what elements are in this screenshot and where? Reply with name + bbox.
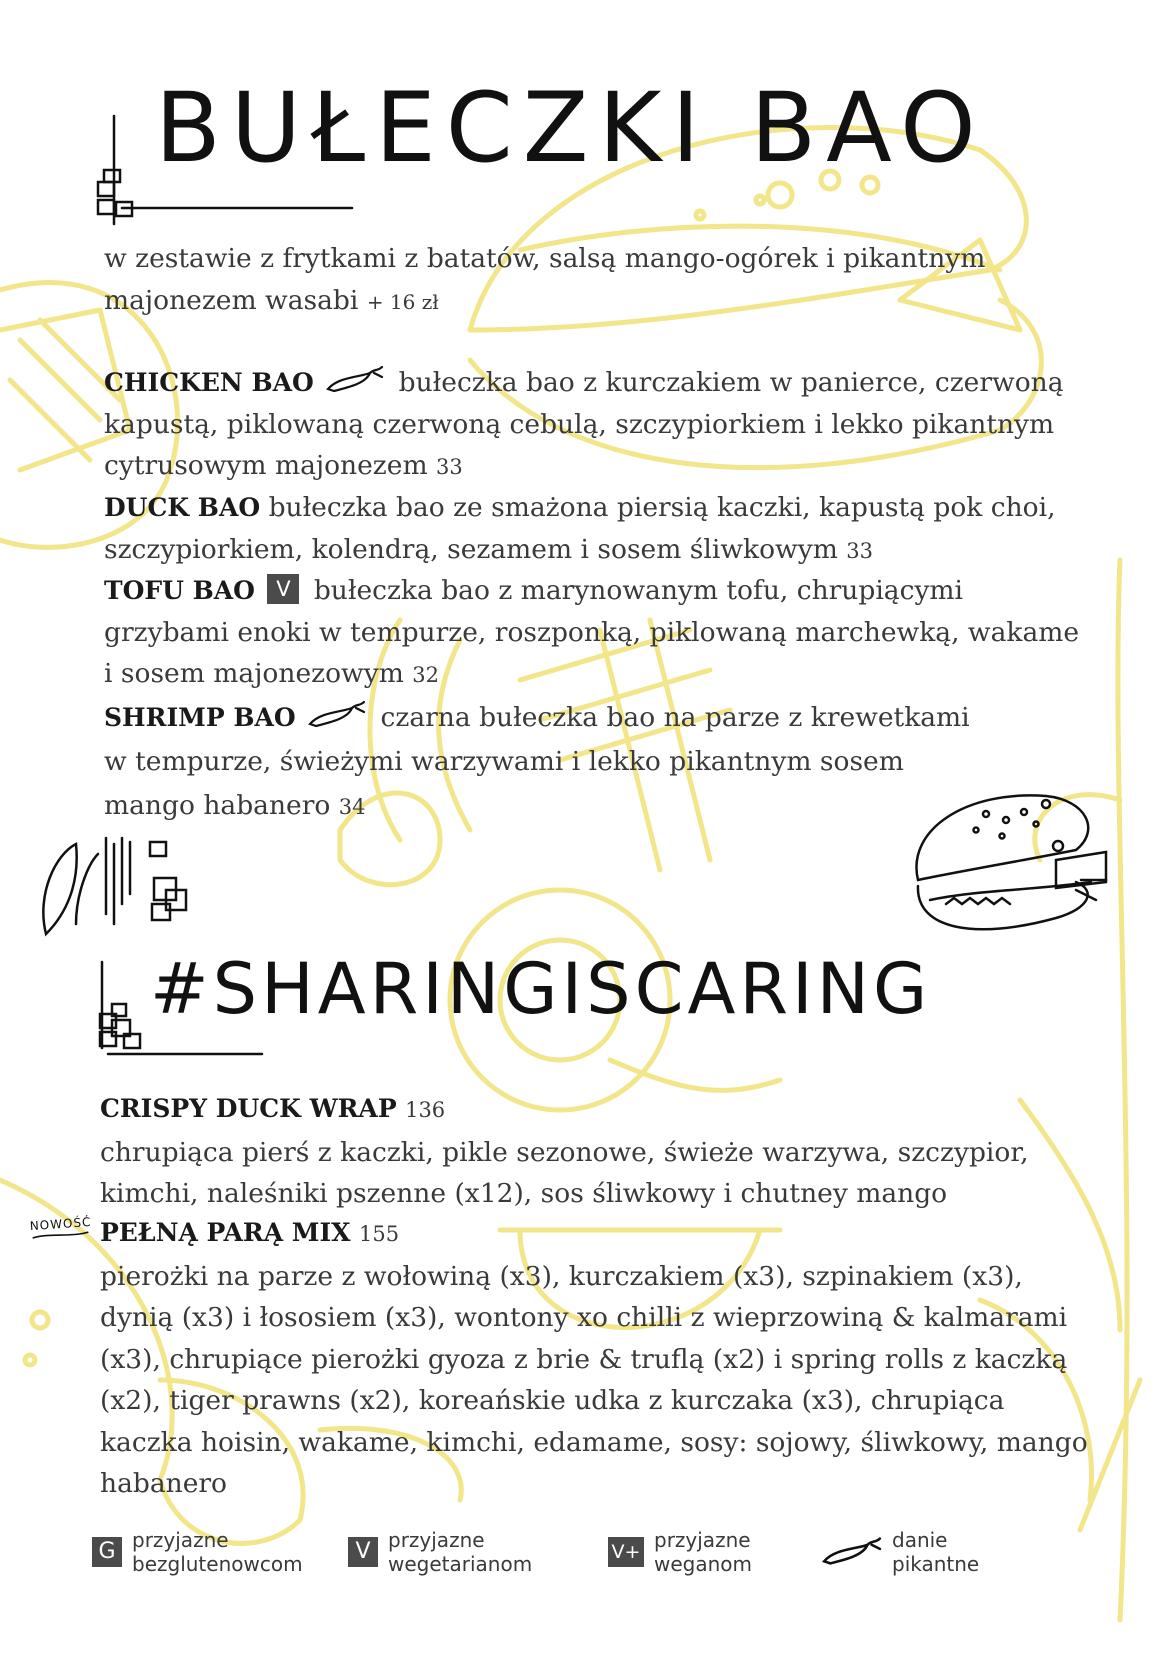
legend-spicy — [818, 1528, 1002, 1576]
vegetarian-badge: V — [267, 574, 299, 604]
menu-item-pelna-para-mix — [100, 1212, 1095, 1505]
bao-bun-illustration — [906, 790, 1116, 940]
legend-vegetarian — [348, 1528, 588, 1576]
menu-item-chicken-bao — [104, 362, 1089, 489]
item-name: DUCK BAO — [104, 493, 261, 522]
vegan-badge: V+ — [608, 1537, 644, 1567]
item-description: bułeczka bao ze smażona piersią kaczki, kapustą pok choi, szczypiorkiem, kolendrą, sezamem i sosem śliwkowym — [104, 492, 1056, 565]
new-badge — [29, 1215, 92, 1241]
legend-label: przyjazne weganom — [654, 1528, 753, 1576]
legend-label: danie pikantne — [892, 1528, 980, 1576]
item-description-line2: w tempurze, świeżymi warzywami i lekko pikantnym sosem — [104, 746, 904, 777]
section-title-sharing: #SHARINGISCARING — [150, 948, 932, 1030]
chili-pepper-icon — [306, 700, 368, 730]
item-description: bułeczka bao z marynowanym tofu, chrupiącymi grzybami enoki w tempurze, roszponką, piklowaną marchewką, wakame i sosem majonezowym — [104, 575, 1080, 689]
diet-legend — [0, 1528, 1166, 1588]
title-leaves-decoration — [36, 834, 206, 946]
menu-item-crispy-duck-wrap — [100, 1088, 1095, 1215]
section-title-bao: BUŁECZKI BAO — [155, 72, 986, 184]
item-name: CRISPY DUCK WRAP — [100, 1094, 397, 1123]
menu-item-duck-bao — [104, 487, 1089, 572]
item-price: 136 — [405, 1098, 446, 1122]
item-price: 33 — [846, 538, 873, 563]
item-description: bułeczka bao z kurczakiem w panierce, czerwoną kapustą, piklowaną czerwoną cebulą, szczypiorkiem i lekko pikantnym cytrusowym majonezem — [104, 367, 1064, 481]
bao-intro-text: w zestawie z frytkami z batatów, salsą mango-ogórek i pikantnym majonezem wasabi — [104, 243, 986, 316]
item-description-line1: czarna bułeczka bao na parze z krewetkami — [380, 702, 970, 733]
new-badge-label: NOWOŚĆ — [29, 1214, 92, 1234]
legend-label: przyjazne bezglutenowcom — [132, 1528, 303, 1576]
legend-label: przyjazne wegetarianom — [388, 1528, 533, 1576]
item-name: PEŁNĄ PARĄ MIX — [100, 1218, 351, 1247]
item-description: chrupiąca pierś z kaczki, pikle sezonowe, świeże warzywa, szczypior, kimchi, naleśniki pszenne (x12), sos śliwkowy i chutney mango — [100, 1136, 1029, 1209]
bao-intro — [104, 238, 1084, 323]
item-price: 33 — [436, 455, 463, 479]
legend-gluten-free — [92, 1528, 332, 1576]
item-name: TOFU BAO — [104, 576, 255, 605]
item-price: 155 — [359, 1222, 400, 1246]
item-name: SHRIMP BAO — [104, 703, 296, 732]
item-price: 32 — [412, 663, 440, 687]
chili-pepper-icon — [324, 365, 386, 395]
item-description: pierożki na parze z wołowiną (x3), kurczakiem (x3), szpinakiem (x3), dynią (x3) i łososiem (x3), wontony xo chilli z wieprzowiną & kalmarami (x3), chrupiące pierożki gyoza z brie & truflą (x2) i spring rolls z kaczką (x2), tiger prawns (x2), koreańskie udka z kurczaka (x3), chrupiąca kaczka hoisin, wakame, kimchi, edamame, sosy: sojowy, śliwkowy, mango habanero — [100, 1260, 1088, 1499]
menu-item-tofu-bao — [104, 570, 1089, 697]
item-description-line3: mango habanero — [104, 790, 331, 821]
gluten-free-badge: G — [92, 1537, 122, 1567]
vegetarian-badge: V — [348, 1537, 378, 1567]
item-name: CHICKEN BAO — [104, 368, 314, 397]
chili-pepper-icon — [820, 1535, 884, 1569]
bao-intro-extra-price: + 16 zł — [366, 289, 439, 314]
item-price: 34 — [338, 795, 366, 819]
